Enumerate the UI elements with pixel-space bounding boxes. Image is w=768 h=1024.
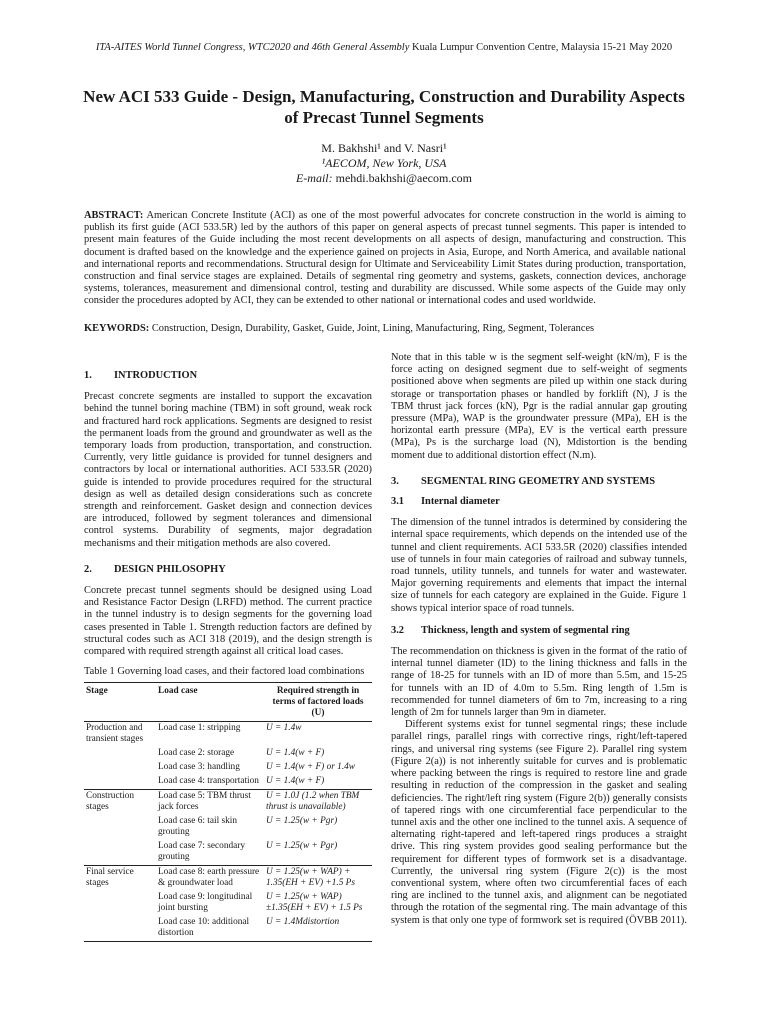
subsection-heading-internal-diameter: 3.1 Internal diameter	[391, 496, 500, 508]
email-address[interactable]: mehdi.bakhshi@aecom.com	[335, 171, 472, 185]
table-header-cell: Required strength in terms of factored loads (U)	[272, 686, 364, 719]
abstract	[84, 210, 686, 308]
section-heading-design-philosophy: 2. DESIGN PHILOSOPHY	[84, 563, 226, 575]
right-column	[391, 352, 687, 927]
table-note-text: Note that in this table w is the segment self-weight (kN/m), F is the force acting on designed segment due to self-weight of segments positioned above when segments are piled up within one stack during storage or transportation phases or handled by forklift (N), J is the TBM thrust jack forces (kN), Pgr is the radial annular gap grouting pressure (MPa), WAP is the groundwater pressure (MPa), EH is the horizontal earth pressure (MPa), EV is the vertical earth pressure (MPa), Ps is the surcharge load (N), Mdistortion is the bending moment due to additional distortion effect (N.m).	[391, 352, 687, 461]
table-row: Load case 4: transportation U = 1.4(w + F)	[158, 776, 325, 787]
keywords-text: Construction, Design, Durability, Gasket, Guide, Joint, Lining, Manufacturing, Ring, Segment, Tolerances	[151, 323, 595, 334]
subsection-heading-thickness: 3.2 Thickness, length and system of segmental ring	[391, 624, 630, 636]
thickness-text-2: Different systems exist for tunnel segmental rings; these include parallel rings, parallel rings with corrective rings, right/left-tapered rings, and universal ring systems (see Figure 2). Parallel ring system (Figure 2(a)) is not inherently suitable for curves and is problematic where packing between the rings is required to restore line and grade resulting in reduction of the compression in the gasket and sealing deficiencies. The right/left ring system (Figure 2(b)) generally consists of tapered rings with one circumferential face perpendicular to the tunnel axis and the other one inclined to the tunnel axis. A sequence of alternating right-tapered and left-tapered rings produces a straight drive. This ring system provides good sealing performance but the requirement for different types of formwork set is a disadvantage. Currently, the universal ring system (Figure 2(c)) is the most conventional system, where often two circumferential faces of each ring are inclined to the tunnel axis, and alignment can be negotiated through the rotation of the segmental ring. The main advantage of this system is that only one type of formwork set is required (ÖVBB 2011).	[391, 719, 687, 926]
table-row: Construction stages Load case 5: TBM thrust jack forces U = 1.0J (1.2 when TBM thrust is unavailable)	[84, 790, 372, 816]
section-heading-introduction: 1. INTRODUCTION	[84, 370, 198, 381]
abstract-text: American Concrete Institute (ACI) as one of the most powerful advocates for concrete construction in the world is aiming to publish its first guide (ACI 533.5R) led by the authors of this paper on general aspects of precast tunnel segments. This paper is intended to present main features of the Guide including the most recent developments on all aspects of design, manufacturing and construction. This document is drafted based on the knowledge and the experience gained on projects in Asia, Europe, and North America, and available national and international reports and recommendations. Structural design for Ultimate and Serviceability Limit States during production, transportation, construction and final service stages are explained. Details of segmental ring geometry and systems, gaskets, connection devices, anchorage systems, tolerances, measurement and dimensional control, testing and durability are discussed. While some aspects of the Guide may only consider the procedures adopted by ACI, they can be extended to other national or international codes and used worldwide.	[84, 210, 686, 307]
paper-title: New ACI 533 Guide - Design, Manufacturing, Construction and Durability Aspects of Precast Tunnel Segments	[83, 87, 685, 127]
table-row: Load case 10: additional distortion U = 1.4Mdistortion	[84, 916, 372, 942]
paper-email-line	[0, 170, 768, 186]
conference-header	[0, 42, 768, 53]
introduction-text: Precast concrete segments are installed to support the excavation behind the tunnel boring machine (TBM) in soft ground, weak rock and fractured hard rock applications. Segments are designed to resist the permanent loads from the ground and groundwater as well as the temporary loads from production, transportation, and construction. Currently, very little guidance is provided for tunnel designers and contractors by local or international authorities. ACI 533.5R (2020) guide is intended to provide procedures required for the structural design as well as detailed design considerations such as concrete strength and reinforcement. Gasket design and connection devices are introduced, followed by segment tolerances and dimensional control systems. Durability of segments, major degradation mechanisms and their mitigation methods are also covered.	[84, 391, 372, 549]
table-header-cell: Stage	[86, 686, 108, 697]
load-case-table	[84, 682, 372, 942]
section-heading-ring-geometry: 3. SEGMENTAL RING GEOMETRY AND SYSTEMS	[391, 475, 656, 487]
table-row: Production and transient stages Load case 1: stripping U = 1.4w	[84, 722, 372, 748]
conference-name: ITA-AITES World Tunnel Congress, WTC2020 and 46th General Assembly	[95, 42, 410, 53]
table-header-row	[84, 683, 372, 722]
paper-authors: M. Bakhshi¹ and V. Nasri¹	[321, 141, 447, 155]
table-row: Final service stages Load case 8: earth pressure & groundwater load U = 1.25(w + WAP) + 1.35(EH + EV) +1.5 Ps	[84, 866, 372, 892]
design-philosophy-text: Concrete precast tunnel segments should be designed using Load and Resistance Factor Design (LRFD) method. The current practice in the tunnel industry is to design segments for the governing load cases presented in Table 1. Strength reduction factors are defined by structural codes such as ACI 318 (2019), and the design strength is compared with required strength against all critical load cases.	[84, 585, 372, 658]
paper-affiliation: ¹AECOM, New York, USA	[321, 156, 447, 170]
table-row: Load case 2: storage U = 1.4(w + F)	[158, 748, 325, 759]
table-row: Load case 3: handling U = 1.4(w + F) or 1.4w	[158, 762, 355, 773]
left-column	[84, 348, 372, 942]
conference-venue: Kuala Lumpur Convention Centre, Malaysia 15-21 May 2020	[412, 42, 673, 53]
email-label: E-mail:	[295, 171, 333, 185]
abstract-label: ABSTRACT:	[84, 210, 144, 221]
thickness-text-1: The recommendation on thickness is given in the format of the ratio of internal tunnel diameter (ID) to the lining thickness and falls in the range of 18-25 for tunnels with an ID of more than 5.5m, and 15-25 for tunnels with an ID of 4.0m to 5.5m. Ring length of 1.5m is recommended for tunnel diameters of 6m to 7m, increasing to a ring length of 2m for tunnels larger than 9m in diameter.	[391, 646, 687, 719]
keywords-label: KEYWORDS:	[84, 323, 150, 334]
table-header-cell: Load case	[158, 686, 198, 697]
internal-diameter-text: The dimension of the tunnel intrados is determined by considering the internal space requirements, which depends on the intended use of the tunnel and client requirements. ACI 533.5R (2020) classifies intended use of tunnels in four main categories of railroad and subway tunnels, road tunnels, utility tunnels, and tunnels for water and wastewater. Major governing requirements and elements that impact the internal size of tunnels for each category are explained in the Guide. Figure 1 shows typical interior space of road tunnels.	[391, 517, 687, 614]
table-caption: Table 1 Governing load cases, and their factored load combinations	[84, 666, 365, 678]
table-row: Load case 7: secondary grouting U = 1.25(w + Pgr)	[158, 841, 338, 863]
table-row: Load case 6: tail skin grouting U = 1.25(w + Pgr)	[158, 816, 338, 838]
table-row: Load case 9: longitudinal joint bursting U = 1.25(w + WAP) ±1.35(EH + EV) + 1.5 Ps	[158, 892, 363, 914]
keywords	[84, 323, 686, 335]
